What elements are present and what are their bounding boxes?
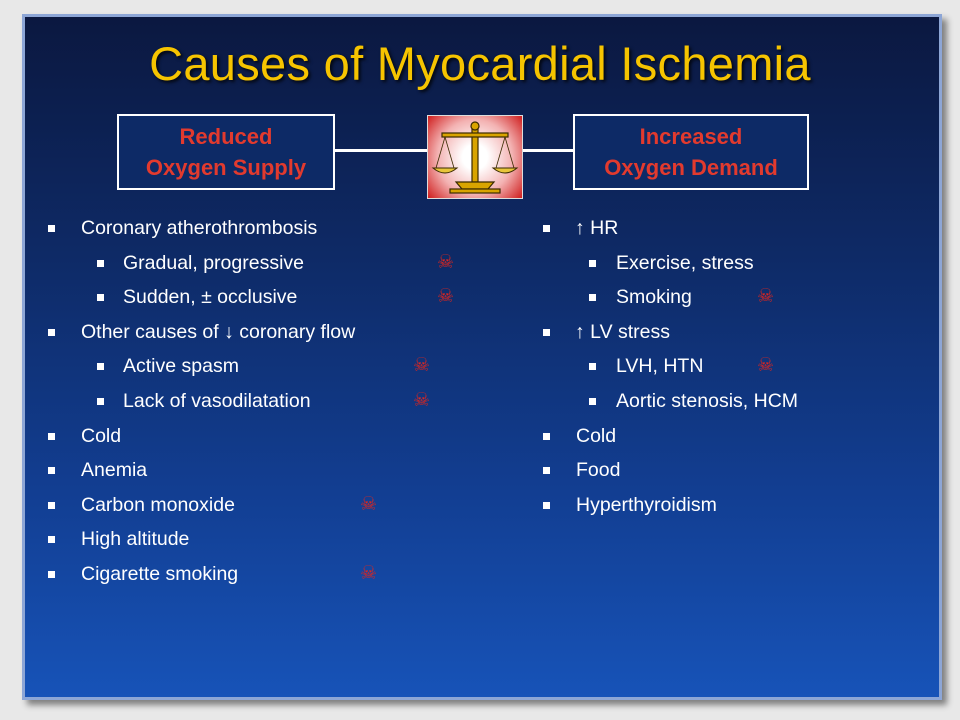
skull-icon: ☠ bbox=[413, 389, 431, 411]
text-main: HR bbox=[590, 217, 619, 239]
list-item-text: LVH, HTN bbox=[616, 355, 704, 378]
box-line: Reduced bbox=[179, 124, 273, 149]
list-item-text: Coronary atherothrombosis bbox=[81, 217, 318, 239]
list-item-text: Smoking bbox=[616, 286, 692, 309]
bullet bbox=[97, 294, 104, 301]
up-arrow-icon: ↑ bbox=[575, 217, 585, 239]
bullet bbox=[543, 467, 550, 474]
text-pre: Other causes of bbox=[81, 320, 219, 343]
bullet bbox=[48, 329, 55, 336]
skull-icon: ☠ bbox=[757, 355, 775, 377]
bullet bbox=[543, 433, 550, 440]
bullet bbox=[543, 225, 550, 232]
text-main: LV stress bbox=[590, 320, 670, 343]
bullet bbox=[543, 502, 550, 509]
bullet bbox=[589, 294, 596, 301]
list-item-text bbox=[575, 320, 670, 344]
bullet bbox=[48, 225, 55, 232]
text-post: coronary flow bbox=[239, 320, 356, 343]
bullet bbox=[97, 260, 104, 267]
up-arrow-icon: ↑ bbox=[575, 320, 585, 343]
list-item-text: Gradual, progressive bbox=[123, 251, 305, 274]
list-item-text: Hyperthyroidism bbox=[576, 493, 717, 516]
bullet bbox=[589, 363, 596, 370]
bullet bbox=[48, 467, 55, 474]
list-item-text: High altitude bbox=[81, 528, 190, 551]
bullet bbox=[48, 502, 55, 509]
box-line: Oxygen Demand bbox=[604, 155, 778, 180]
list-item-text bbox=[575, 216, 618, 240]
list-item-text: Cigarette smoking bbox=[81, 562, 239, 585]
list-item-text: Cold bbox=[576, 424, 617, 447]
list-item-text: Lack of vasodilatation bbox=[123, 389, 311, 412]
down-arrow-icon: ↓ bbox=[224, 320, 234, 343]
skull-icon: ☠ bbox=[437, 251, 455, 273]
bullet bbox=[589, 260, 596, 267]
increased-oxygen-demand-box bbox=[573, 114, 809, 190]
reduced-oxygen-supply-box bbox=[117, 114, 335, 190]
list-item-text: Food bbox=[576, 459, 621, 482]
balance-scale-icon bbox=[427, 115, 523, 199]
box-line: Increased bbox=[639, 124, 743, 149]
slide-title: Causes of Myocardial Ischemia bbox=[149, 37, 811, 90]
skull-icon: ☠ bbox=[360, 493, 378, 515]
bullet bbox=[589, 398, 596, 405]
box-line: Oxygen Supply bbox=[145, 155, 307, 180]
left-connector-line bbox=[331, 149, 427, 152]
right-connector-line bbox=[521, 149, 573, 152]
bullet bbox=[48, 571, 55, 578]
list-item-text: Cold bbox=[81, 424, 122, 447]
bullet bbox=[97, 363, 104, 370]
list-item-text: Aortic stenosis, HCM bbox=[616, 389, 799, 412]
list-item-text: Anemia bbox=[81, 459, 148, 482]
bullet bbox=[543, 329, 550, 336]
skull-icon: ☠ bbox=[757, 286, 775, 308]
list-item-text: Exercise, stress bbox=[616, 251, 754, 274]
list-item-text bbox=[81, 320, 355, 344]
skull-icon: ☠ bbox=[437, 286, 455, 308]
skull-icon: ☠ bbox=[360, 562, 378, 584]
list-item-text: Active spasm bbox=[123, 355, 239, 378]
bullet bbox=[48, 433, 55, 440]
skull-icon: ☠ bbox=[413, 355, 431, 377]
list-item-text: Carbon monoxide bbox=[81, 493, 235, 516]
list-item-text: Sudden, ± occlusive bbox=[123, 286, 298, 309]
bullet bbox=[97, 398, 104, 405]
bullet bbox=[48, 536, 55, 543]
